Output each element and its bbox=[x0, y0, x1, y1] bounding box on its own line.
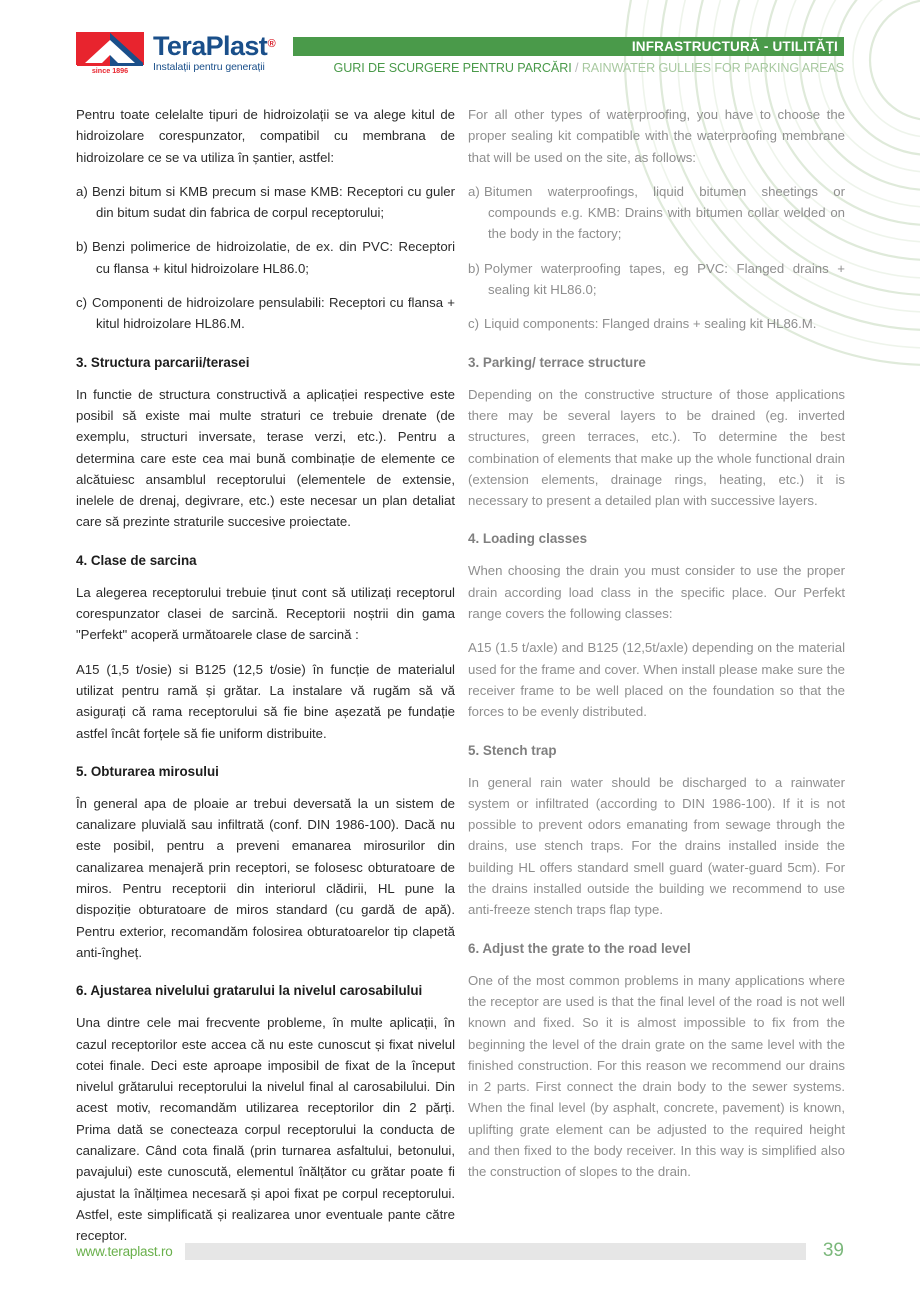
footer-divider-bar bbox=[185, 1243, 806, 1260]
list-item bbox=[76, 292, 455, 335]
section-3-en bbox=[468, 354, 845, 512]
section-heading: 6. Ajustarea nivelului gratarului la nivelul carosabilului bbox=[76, 983, 423, 999]
section-paragraph: La alegerea receptorului trebuie ținut cont să utilizați receptorul corespunzator clasei de sarcină. Receptorii noștrii din gama "Perfekt" acoperă următoarele clase de sarcină : bbox=[76, 584, 455, 643]
list-item-text: Polymer waterproofing tapes, eg PVC: Flanged drains + sealing kit HL86.0; bbox=[484, 260, 845, 298]
section-heading: 3. Parking/ terrace structure bbox=[468, 354, 646, 370]
section-paragraph: A15 (1.5 t/axle) and B125 (12,5t/axle) depending on the material used for the frame and cover. When install please make sure the receiver frame to be well placed on the foundation so that the forces to be evenly distributed. bbox=[468, 640, 845, 720]
list-item bbox=[468, 313, 845, 334]
section-paragraph: When choosing the drain you must consider to use the proper drain according load class in the specific place. Our Perfekt range covers the following classes: bbox=[468, 563, 845, 622]
list-item-text: Benzi bitum si KMB precum si mase KMB: Receptori cu guler din bitum sudat din fabrica de corpul receptorului; bbox=[92, 183, 455, 221]
list-marker: b) bbox=[468, 260, 480, 276]
logo-wordmark-text: TeraPlast bbox=[153, 31, 268, 61]
page-number: 39 bbox=[822, 1240, 844, 1261]
logo-since-text: since 1896 bbox=[91, 66, 129, 75]
section-heading: 4. Loading classes bbox=[468, 531, 588, 547]
section-4-en bbox=[468, 530, 845, 722]
list-item bbox=[76, 181, 455, 224]
teraplast-logo-icon bbox=[76, 32, 144, 75]
list-marker: c) bbox=[76, 295, 87, 311]
column-english bbox=[468, 104, 845, 1196]
paragraph-intro: Pentru toate celelalte tipuri de hidroizolații se va alege kitul de hidroizolare corespunzator, compatibil cu membrana de hidroizolare ce se va utiliza în șantier, astfel: bbox=[76, 107, 455, 165]
page-header bbox=[0, 0, 920, 96]
list-item bbox=[468, 181, 845, 245]
section-banner bbox=[293, 37, 844, 56]
registered-trademark-icon: ® bbox=[267, 38, 276, 50]
footer-website-link[interactable]: www.teraplast.ro bbox=[76, 1243, 173, 1259]
section-4-ro bbox=[76, 552, 455, 744]
section-3-ro bbox=[76, 354, 455, 533]
list-item bbox=[468, 258, 845, 301]
list-item-text: Benzi polimerice de hidroizolatie, de ex. din PVC: Receptori cu flansa + kitul hidroizolare HL86.0; bbox=[92, 239, 455, 276]
section-5-ro bbox=[76, 763, 455, 963]
list-item bbox=[76, 236, 455, 279]
section-6-en bbox=[468, 940, 845, 1183]
section-6-ro bbox=[76, 982, 455, 1246]
paragraph-intro: For all other types of waterproofing, you have to choose the proper sealing kit compatible with the waterproofing membrane that will be used on the site, as follows: bbox=[468, 107, 845, 165]
section-paragraph: În general apa de ploaie ar trebui deversată la un sistem de canalizare pluvială sau infiltrată (conf. DIN 1986-100). Dacă nu este posibil, pentru a preveni emanarea mirosurilor din canalizarea menajeră prin receptori, se folosesc obturatoare de miros. Pentru receptorii din interiorul clădirii, HL pune la dispoziție obturatoare de miros standard (cu gardă de apă). Pentru exterior, recomandăm folosirea obturatoarelor tip clapetă anti-îngheț. bbox=[76, 795, 455, 960]
list-item-text: Bitumen waterproofings, liquid bitumen sheetings or compounds e.g. KMB: Drains with bitumen collar welded on the body in the factory; bbox=[484, 183, 845, 242]
section-heading: 5. Obturarea mirosului bbox=[76, 763, 219, 779]
section-banner-title: INFRASTRUCTURĂ - UTILITĂȚI bbox=[631, 39, 838, 54]
section-subtitle-ro: GURI DE SCURGERE PENTRU PARCĂRI bbox=[333, 61, 572, 75]
section-paragraph: In general rain water should be discharged to a rainwater system or infiltrated (according to DIN 1986-100). If it is not possible to prevent odors emanating from sewage through the drains, use stench traps. For the drains installed inside the building HL offers standard smell guard (water-guard 5cm). For the drains installed outside the building we recommend to use anti-freeze stench traps flap type. bbox=[468, 774, 845, 918]
list-marker: a) bbox=[76, 183, 88, 199]
section-paragraph: Una dintre cele mai frecvente probleme, în multe aplicații, în cazul receptorilor este accea că nu este cunoscut și fixat nivelul cotei finale. Deci este aproape imposibil de fixat de la început nivelul grătarului receptorului la nivelul final al carosabilului. Din acest motiv, recomandăm utilizarea receptorilor din 2 părți. Prima dată se conecteaza corpul receptorului la conducta de canalizare. Când cota finală (prin turnarea asfaltului, betonului, pavajului) este cunoscută, elementul înălțător cu grătar poate fi ajustat la înălțimea necesară și apoi fixat pe corpul receptorului. Astfel, este simplificată și realizarea unor eventuale pante către receptor. bbox=[76, 1015, 455, 1244]
section-subtitle-en: RAINWATER GULLIES FOR PARKING AREAS bbox=[581, 61, 844, 75]
list-marker: a) bbox=[468, 183, 480, 199]
column-romanian bbox=[76, 104, 455, 1259]
section-heading: 4. Clase de sarcina bbox=[76, 552, 197, 568]
section-heading: 6. Adjust the grate to the road level bbox=[468, 940, 691, 956]
list-item-text: Componenti de hidroizolare pensulabili: Receptori cu flansa + kitul hidroizolare HL86.M. bbox=[92, 295, 455, 332]
list-item-text: Liquid components: Flanged drains + sealing kit HL86.M. bbox=[484, 316, 817, 332]
section-subtitle-separator: / bbox=[571, 61, 582, 75]
brand-logo[interactable] bbox=[76, 31, 276, 75]
logo-tagline: Instalații pentru generații bbox=[153, 61, 265, 73]
section-paragraph: In functie de structura constructivă a aplicației respective este posibil să existe mai multe straturi ce trebuie drenate (de exemplu, structuri inversate, terase verzi, etc.). Pentru a determina care este cea mai bună combinație de elemente ce alcătuiesc ansamblul receptorului (elementele de extensie, inelele de drenaj, degivrare, etc.) este necesar un plan detaliat care să prezinte straturile succesive proiectate. bbox=[76, 386, 455, 530]
section-paragraph: One of the most common problems in many applications where the receptor are used is that the final level of the road is not well known and fixed. So it is almost impossible to fix from the beginning the level of the drain grate on the same level with the finished construction. For this reason we recommend our drains in 2 parts. First connect the drain body to the sewer systems. When the final level (by asphalt, concrete, pavement) is known, uplifting grate element can be adjusted to the required height and then fixed to the body receiver. In this way is simplified also the construction of slopes to the drain. bbox=[468, 972, 845, 1180]
section-paragraph: A15 (1,5 t/osie) si B125 (12,5 t/osie) în funcție de materialul utilizat pentru ramă și grătar. La instalare vă rugăm să vă asigurați că rama receptorului să fie bine așezată pe fundație astfel încât forțele să fie uniform distribuite. bbox=[76, 661, 455, 741]
section-5-en bbox=[468, 742, 845, 921]
section-subtitle bbox=[293, 60, 844, 76]
list-marker: b) bbox=[76, 239, 88, 255]
page-footer bbox=[0, 1216, 920, 1290]
section-heading: 3. Structura parcarii/terasei bbox=[76, 354, 250, 370]
section-heading: 5. Stench trap bbox=[468, 742, 557, 758]
list-marker: c) bbox=[468, 316, 479, 332]
logo-wordmark bbox=[153, 31, 276, 61]
section-paragraph: Depending on the constructive structure of those applications there may be several layers to be drained (eg. inverted structures, green terraces, etc.). To determine the best combination of elements that make up the whole functional drain (extension elements, drainage rings, heating, etc.) it is necessary to present a detailed plan with successive layers. bbox=[468, 386, 845, 509]
